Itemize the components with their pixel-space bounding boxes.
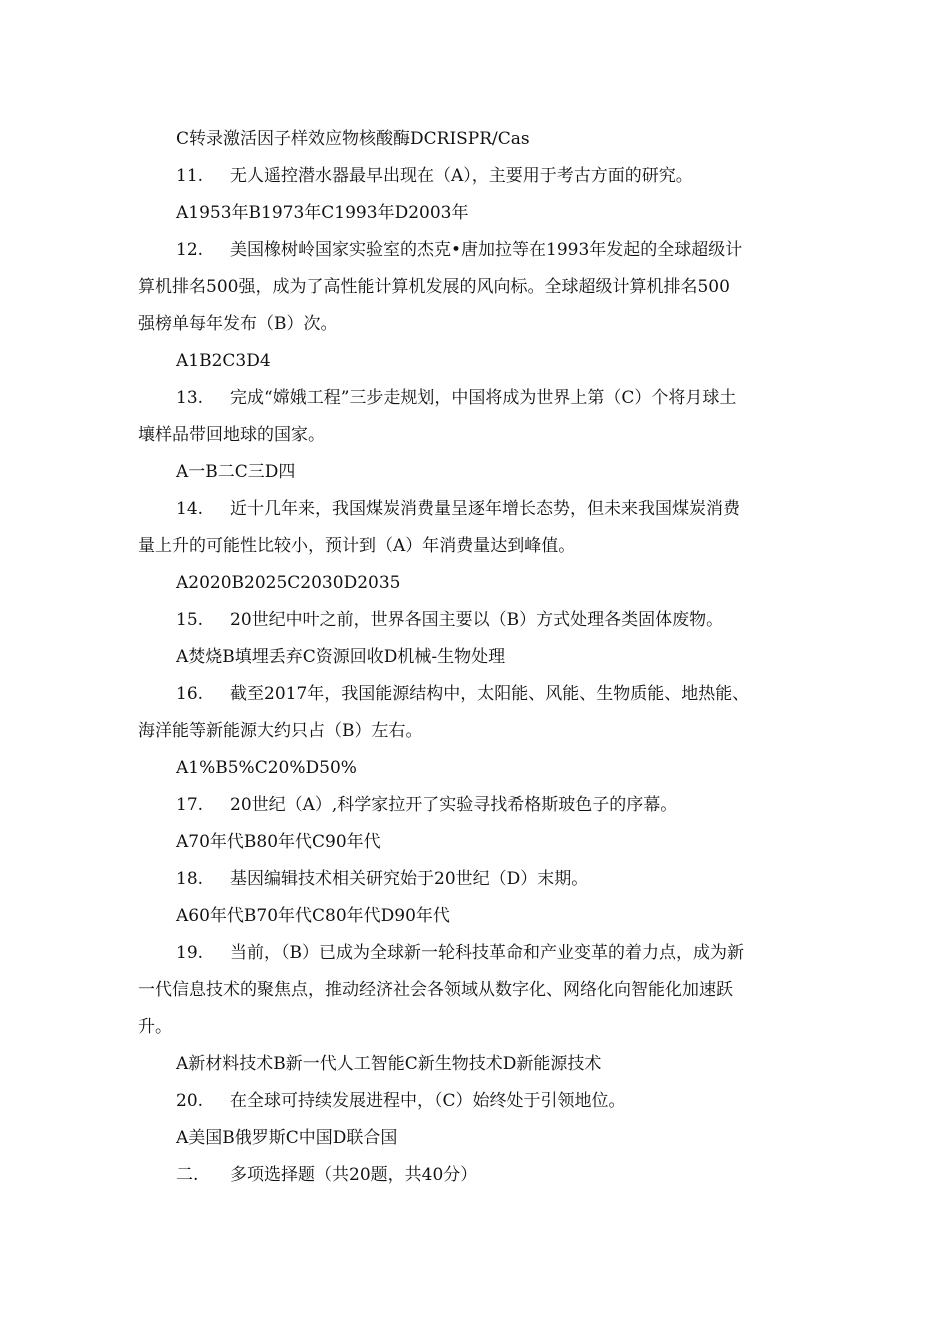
question-line [138, 861, 810, 898]
answer-options: A2020B2025C2030D2035 [176, 573, 401, 593]
question-text: 20世纪中叶之前，世界各国主要以（B）方式处理各类固体废物。 [230, 610, 724, 630]
question-line [138, 676, 810, 713]
question-number: 18. [176, 869, 204, 889]
answer-options: A一B二C三D四 [176, 462, 296, 482]
section-number: 二. [176, 1165, 199, 1185]
question-text: 美国橡树岭国家实验室的杰克•唐加拉等在1993年发起的全球超级计 [230, 240, 743, 260]
question-text-continued: 一代信息技术的聚焦点，推动经济社会各领域从数字化、网络化向智能化加速跃 [138, 980, 733, 1000]
question-line [138, 491, 810, 528]
question-number: 19. [176, 943, 204, 963]
question-line [138, 232, 810, 269]
question-line [138, 158, 810, 195]
question-text: 近十几年来，我国煤炭消费量呈逐年增长态势，但未来我国煤炭消费 [230, 499, 740, 519]
question-line [138, 602, 810, 639]
question-text: 20世纪（A）,科学家拉开了实验寻找希格斯玻色子的序幕。 [230, 795, 678, 815]
question-number: 13. [176, 388, 204, 408]
question-number: 16. [176, 684, 204, 704]
question-number: 17. [176, 795, 204, 815]
question-text-continued: 升。 [138, 1017, 172, 1037]
answer-options: A新材料技术B新一代人工智能C新生物技术D新能源技术 [176, 1054, 602, 1074]
question-line [138, 935, 810, 972]
question-text-continued: 量上升的可能性比较小，预计到（A）年消费量达到峰值。 [138, 536, 576, 556]
question-text-continued: 海洋能等新能源大约只占（B）左右。 [138, 721, 423, 741]
question-number: 20. [176, 1091, 204, 1111]
question-line [138, 1083, 810, 1120]
answer-options: A美国B俄罗斯C中国D联合国 [176, 1128, 398, 1148]
question-line [138, 380, 810, 417]
section-heading [138, 1157, 810, 1194]
answer-options: A1B2C3D4 [176, 351, 271, 371]
question-text: 当前，（B）已成为全球新一轮科技革命和产业变革的着力点，成为新 [230, 943, 744, 963]
question-number: 12. [176, 240, 204, 260]
answer-options: A60年代B70年代C80年代D90年代 [176, 906, 450, 926]
question-number: 15. [176, 610, 204, 630]
question-text-continued: 算机排名500强，成为了高性能计算机发展的风向标。全球超级计算机排名500 [138, 277, 730, 297]
question-text-continued: 壤样品带回地球的国家。 [138, 425, 325, 445]
section-title: 多项选择题（共20题，共40分） [230, 1165, 478, 1185]
question-text: 无人遥控潜水器最早出现在（A），主要用于考古方面的研究。 [230, 166, 693, 186]
question-text: 基因编辑技术相关研究始于20世纪（D）末期。 [230, 869, 589, 889]
answer-options: A1953年B1973年C1993年D2003年 [176, 203, 469, 223]
document-body [138, 121, 810, 1194]
question-text: 截至2017年，我国能源结构中，太阳能、风能、生物质能、地热能、 [230, 684, 750, 704]
question-text: 完成“嫦娥工程”三步走规划，中国将成为世界上第（C）个将月球土 [230, 388, 737, 408]
question-number: 11. [176, 166, 204, 186]
answer-options: A焚烧B填埋丢弃C资源回收D机械-生物处理 [176, 647, 506, 667]
answer-options: A1%B5%C20%D50% [176, 758, 357, 778]
question-text-continued: 强榜单每年发布（B）次。 [138, 314, 338, 334]
question-number: 14. [176, 499, 204, 519]
answer-options: A70年代B80年代C90年代 [176, 832, 381, 852]
answer-options: C转录激活因子样效应物核酸酶DCRISPR/Cas [176, 129, 530, 149]
question-line [138, 787, 810, 824]
question-text: 在全球可持续发展进程中，（C）始终处于引领地位。 [230, 1091, 626, 1111]
